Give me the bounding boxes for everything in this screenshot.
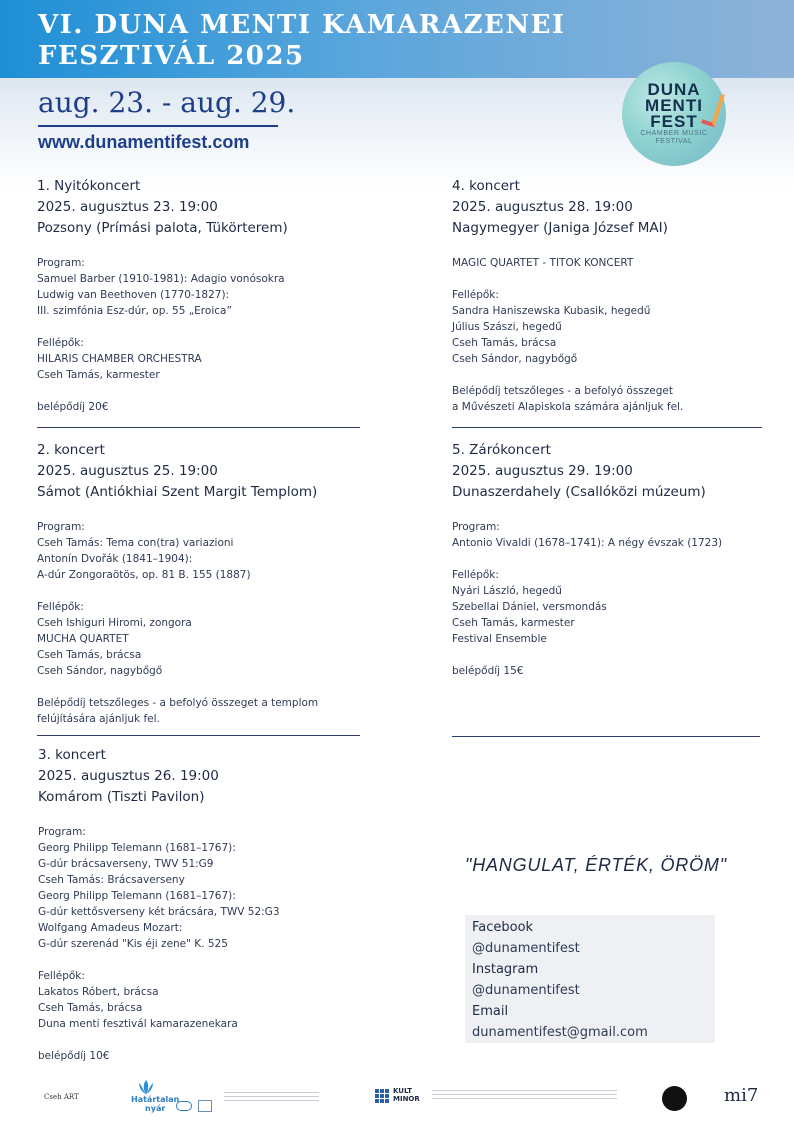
- entry-fee: belépődíj 20€: [37, 401, 109, 413]
- concert-title: 2. koncert: [37, 442, 105, 458]
- kult-minor-logo: [393, 1087, 420, 1103]
- program-line: Cseh Tamás: Brácsaverseny: [38, 874, 185, 886]
- entry-fee: Belépődíj tetszőleges - a befolyó összeget: [452, 385, 673, 397]
- divider: [37, 427, 360, 428]
- performers-label: Fellépők:: [452, 289, 499, 301]
- program-line: Wolfgang Amadeus Mozart:: [38, 922, 183, 934]
- concert-datetime: 2025. augusztus 29. 19:00: [452, 463, 633, 479]
- logo-line-2: MENTI: [645, 96, 703, 115]
- email-address[interactable]: dunamentifest@gmail.com: [472, 1025, 648, 1040]
- performer-line: Lakatos Róbert, brácsa: [38, 986, 159, 998]
- logo-accent-mark: [701, 91, 725, 128]
- program-label: Program:: [38, 826, 86, 838]
- program-line: MAGIC QUARTET - TITOK KONCERT: [452, 257, 634, 269]
- performer-line: Július Szászi, hegedű: [452, 321, 562, 333]
- program-label: Program:: [37, 521, 85, 533]
- concert-4: [452, 176, 772, 415]
- concert-datetime: 2025. augusztus 26. 19:00: [38, 768, 219, 784]
- cseh-art-logo: Cseh ART: [44, 1093, 79, 1101]
- concert-datetime: 2025. augusztus 25. 19:00: [37, 463, 218, 479]
- mol-icon: [176, 1101, 192, 1111]
- sponsor-footer: [0, 1075, 794, 1123]
- entry-fee: belépődíj 15€: [452, 665, 524, 677]
- performer-line: MUCHA QUARTET: [37, 633, 129, 645]
- concert-title: 1. Nyitókoncert: [37, 178, 141, 194]
- concert-5: [452, 440, 772, 679]
- program-line: Antonín Dvořák (1841–1904):: [37, 553, 193, 565]
- performer-line: Nyári László, hegedű: [452, 585, 562, 597]
- performer-line: Szebellai Dániel, versmondás: [452, 601, 607, 613]
- logo-line-3: FEST: [650, 112, 698, 131]
- dates-underline: [38, 125, 278, 127]
- concert-venue: Nagymegyer (Janiga József MAI): [452, 220, 668, 236]
- logo-sub-1: CHAMBER MUSIC: [640, 130, 708, 137]
- entry-fee: Belépődíj tetszőleges - a befolyó összeget a templom: [37, 697, 319, 709]
- festival-logo: [622, 62, 726, 166]
- divider: [452, 427, 762, 428]
- hatartalan-text: Határtalan: [131, 1095, 180, 1104]
- concert-datetime: 2025. augusztus 23. 19:00: [37, 199, 218, 215]
- kult-text: KULT: [393, 1087, 413, 1095]
- support-text-2: [432, 1090, 617, 1100]
- instagram-label: Instagram: [472, 962, 539, 977]
- performer-line: Duna menti fesztivál kamarazenekara: [38, 1018, 238, 1030]
- performer-line: Cseh Sándor, nagybőgő: [452, 353, 578, 365]
- concert-2: [37, 440, 367, 727]
- divider: [452, 736, 760, 737]
- minor-text: MINOR: [393, 1095, 420, 1103]
- kult-minor-icon: [375, 1089, 389, 1103]
- performers-label: Fellépők:: [37, 601, 84, 613]
- instagram-handle[interactable]: @dunamentifest: [472, 983, 580, 998]
- concert-1: [37, 176, 367, 415]
- program-line: Cseh Tamás: Tema con(tra) variazioni: [37, 537, 234, 549]
- performer-line: Cseh Ishiguri Hiromi, zongora: [37, 617, 192, 629]
- performer-line: Cseh Tamás, brácsa: [37, 649, 142, 661]
- concert-datetime: 2025. augusztus 28. 19:00: [452, 199, 633, 215]
- program-line: G-dúr szerenád "Kis éji zene" K. 525: [38, 938, 228, 950]
- performer-line: Sandra Haniszewska Kubasik, hegedű: [452, 305, 651, 317]
- performer-line: Cseh Tamás, brácsa: [38, 1002, 143, 1014]
- entry-fee: felújítására ajánljuk fel.: [37, 713, 160, 725]
- performer-line: HILARIS CHAMBER ORCHESTRA: [37, 353, 202, 365]
- program-line: III. szimfónia Esz-dúr, op. 55 „Eroica”: [37, 305, 232, 317]
- program-line: Ludwig van Beethoven (1770-1827):: [37, 289, 230, 301]
- program-label: Program:: [452, 521, 500, 533]
- hatartalan-text-2: nyár: [145, 1104, 166, 1113]
- contact-box: [465, 915, 715, 1043]
- performer-line: Cseh Tamás, karmester: [37, 369, 160, 381]
- program-line: A-dúr Zongoraötös, op. 81 B. 155 (1887): [37, 569, 251, 581]
- program-line: G-dúr brácsaverseny, TWV 51:G9: [38, 858, 214, 870]
- performers-label: Fellépők:: [38, 970, 85, 982]
- performer-line: Cseh Tamás, karmester: [452, 617, 575, 629]
- logo-line-1: DUNA: [647, 80, 701, 99]
- partner-icon: [198, 1100, 212, 1112]
- performers-label: Fellépők:: [452, 569, 499, 581]
- logo-sub-2: FESTIVAL: [655, 138, 693, 145]
- concert-venue: Komárom (Tiszti Pavilon): [38, 789, 205, 805]
- concert-3: [38, 745, 368, 1064]
- festival-dates: aug. 23. - aug. 29.: [38, 86, 296, 119]
- entry-fee: a Művészeti Alapiskola számára ajánljuk fel.: [452, 401, 684, 413]
- mi7-logo: mi7: [724, 1085, 759, 1106]
- facebook-label: Facebook: [472, 920, 534, 935]
- performer-line: Cseh Tamás, brácsa: [452, 337, 557, 349]
- website-link[interactable]: www.dunamentifest.com: [38, 132, 250, 152]
- program-label: Program:: [37, 257, 85, 269]
- divider: [37, 735, 360, 736]
- program-line: G-dúr kettősverseny két brácsára, TWV 52:G3: [38, 906, 280, 918]
- concert-venue: Sámot (Antiókhiai Szent Margit Templom): [37, 484, 318, 500]
- performer-line: Cseh Sándor, nagybőgő: [37, 665, 163, 677]
- entry-fee: belépődíj 10€: [38, 1050, 110, 1062]
- program-line: Antonio Vivaldi (1678–1741): A négy évszak (1723): [452, 537, 723, 549]
- hatartalan-logo: [131, 1095, 179, 1113]
- concert-title: 4. koncert: [452, 178, 520, 194]
- program-line: Georg Philipp Telemann (1681–1767):: [38, 890, 236, 902]
- facebook-handle[interactable]: @dunamentifest: [472, 941, 580, 956]
- festival-title: VI. DUNA MENTI KAMARAZENEI FESZTIVÁL 2025: [38, 10, 566, 71]
- performer-line: Festival Ensemble: [452, 633, 547, 645]
- festival-motto: "HANGULAT, ÉRTÉK, ÖRÖM": [465, 855, 727, 875]
- performers-label: Fellépők:: [37, 337, 84, 349]
- concert-venue: Pozsony (Prímási palota, Tükörterem): [37, 220, 288, 236]
- support-text-1: [224, 1092, 319, 1104]
- concert-title: 5. Zárókoncert: [452, 442, 551, 458]
- program-line: Georg Philipp Telemann (1681–1767):: [38, 842, 236, 854]
- round-partner-logo: [662, 1086, 687, 1111]
- concert-title: 3. koncert: [38, 747, 106, 763]
- concert-venue: Dunaszerdahely (Csallóközi múzeum): [452, 484, 706, 500]
- email-label: Email: [472, 1004, 509, 1019]
- program-line: Samuel Barber (1910-1981): Adagio vonósokra: [37, 273, 285, 285]
- tulip-icon: [136, 1079, 156, 1093]
